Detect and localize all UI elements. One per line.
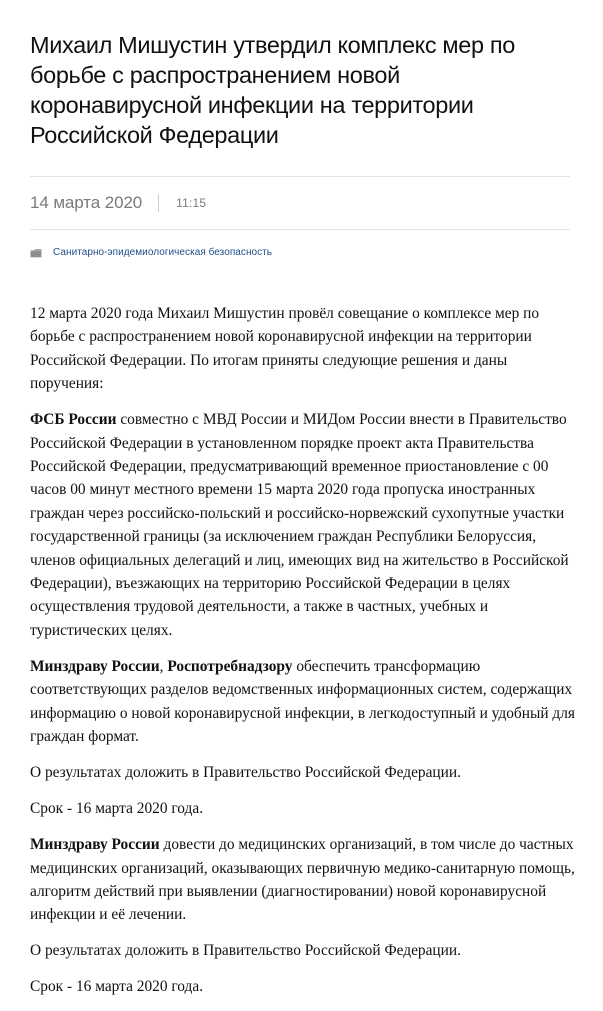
meta-separator xyxy=(158,194,159,212)
paragraph xyxy=(30,655,575,749)
paragraph: 12 марта 2020 года Михаил Мишустин провёл совещание о комплексе мер по борьбе с распространением новой коронавирусной инфекции на территории Российской Федерации. По итогам приняты следующие решения и даны поручения: xyxy=(30,305,540,393)
paragraph xyxy=(30,408,575,642)
paragraph-separator: , xyxy=(159,657,168,675)
folder-icon xyxy=(30,248,42,258)
paragraph: Срок - 16 марта 2020 года. xyxy=(30,800,204,818)
paragraph-text: совместно с МВД России и МИДом России внести в Правительство Российской Федерации в установленном порядке проект акта Правительства Российской Федерации, предусматривающий временное приостановление с 00 часов 00 минут местного времени 15 марта 2020 года пропуска иностранных граждан через российско-польский и российско-норвежский сухопутные участки государственной границы (за исключением граждан Республики Белоруссия, членов официальных делегаций и лиц, имеющих вид на жительство в Российской Федерации), въезжающих на территорию Российской Федерации в целях осуществления трудовой деятельности, а также в частных, учебных и туристических целях. xyxy=(30,411,569,639)
paragraph-text: обеспечить трансформацию соответствующих разделов ведомственных информационных систем, содержащих информацию о новой коронавирусной инфекции, в легкодоступный и удобный для граждан формат. xyxy=(30,657,576,746)
article-title: Михаил Мишустин утвердил комплекс мер по борьбе с распространением новой коронавирусной инфекции на территории Российской Федерации xyxy=(30,32,515,148)
article-tag[interactable] xyxy=(30,230,575,275)
paragraph-text: довести до медицинских организаций, в том числе до частных медицинских организаций, оказывающих первичную медико-санитарную помощь, алгоритм действий при выявлении (диагностировании) новой коронавирусной инфекции и её лечении. xyxy=(30,836,575,924)
agency-name: ФСБ России xyxy=(30,411,117,429)
article-body xyxy=(30,302,575,999)
paragraph: О результатах доложить в Правительство Российской Федерации. xyxy=(30,942,461,960)
paragraph: Срок - 16 марта 2020 года. xyxy=(30,978,204,996)
article-date: 14 марта 2020 xyxy=(30,193,143,212)
tag-link[interactable]: Санитарно-эпидемиологическая безопасность xyxy=(53,247,273,258)
agency-name: Роспотребнадзору xyxy=(167,657,293,675)
agency-name: Минздраву России xyxy=(30,657,160,675)
article-time: 11:15 xyxy=(176,196,207,210)
paragraph: О результатах доложить в Правительство Российской Федерации. xyxy=(30,764,461,782)
paragraph xyxy=(30,833,575,927)
article-meta xyxy=(30,177,575,229)
agency-name: Минздраву России xyxy=(30,836,160,854)
article xyxy=(30,0,575,1011)
